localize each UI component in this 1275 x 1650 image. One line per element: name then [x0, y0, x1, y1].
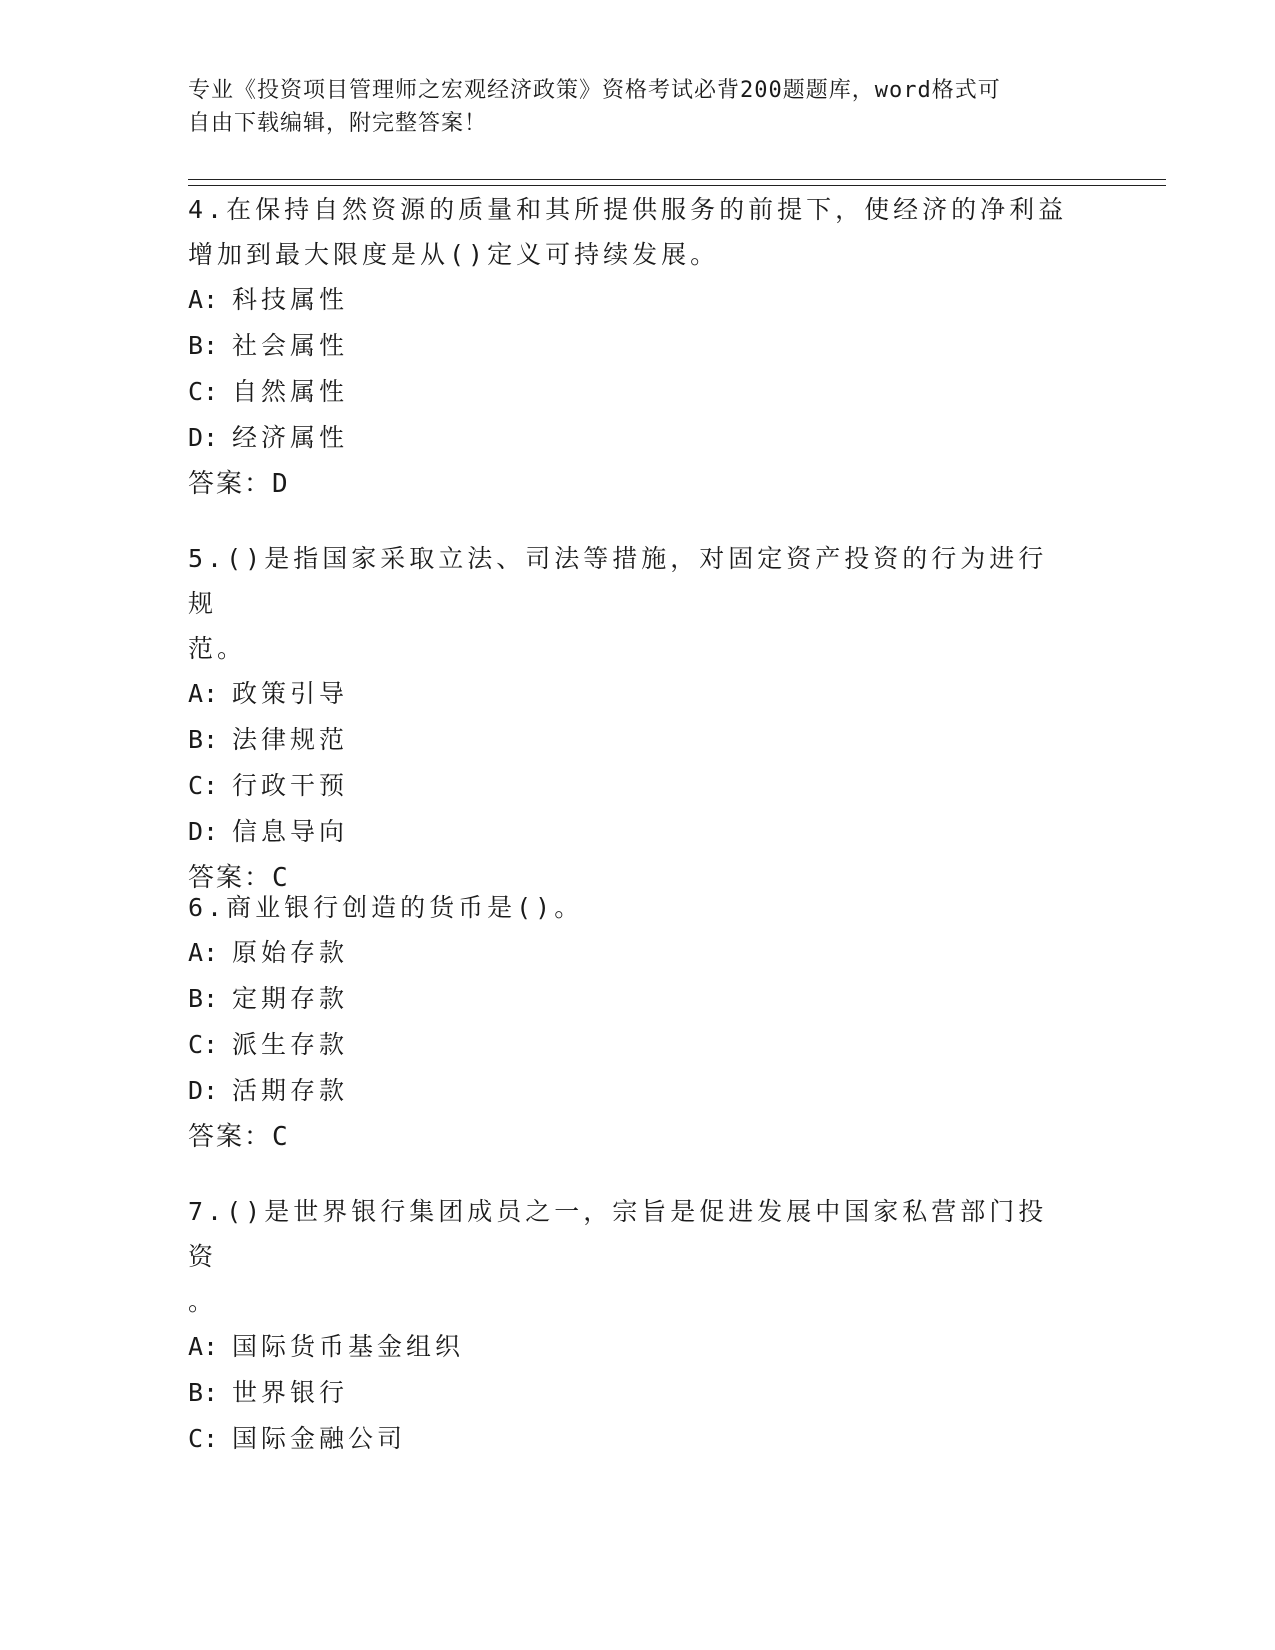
answer-label: 答案：	[188, 469, 273, 499]
header-divider-bottom	[188, 185, 1166, 186]
question-number: 4.	[188, 195, 227, 224]
question-4	[188, 187, 1068, 507]
question-5	[188, 536, 1068, 901]
question-stem-line-2: 。	[188, 1287, 218, 1316]
option-b	[188, 323, 1068, 369]
option-key: B:	[188, 984, 219, 1013]
option-text: 社会属性	[232, 331, 349, 360]
question-stem-line-2: 范。	[188, 634, 247, 663]
option-key: C:	[188, 377, 219, 406]
option-key: D:	[188, 423, 219, 452]
answer-value: C	[272, 863, 288, 893]
option-text: 经济属性	[232, 423, 349, 452]
option-key: B:	[188, 1378, 219, 1407]
question-stem	[188, 885, 1068, 930]
option-key: A:	[188, 1332, 219, 1361]
answer-line	[188, 1114, 1068, 1160]
answer-value: C	[272, 1122, 288, 1152]
option-key: C:	[188, 1424, 219, 1453]
option-text: 自然属性	[232, 377, 349, 406]
option-key: B:	[188, 331, 219, 360]
question-stem-line-1: ()是世界银行集团成员之一，宗旨是促进发展中国家私营部门投资	[188, 1197, 1048, 1271]
header-line-1: 专业《投资项目管理师之宏观经济政策》资格考试必背200题题库，word格式可	[188, 78, 1001, 103]
question-stem-line-1: 商业银行创造的货币是()。	[226, 893, 584, 922]
option-text: 国际金融公司	[232, 1424, 407, 1453]
question-number: 6.	[188, 893, 227, 922]
option-a	[188, 1324, 1068, 1370]
option-a	[188, 671, 1068, 717]
option-text: 世界银行	[232, 1378, 349, 1407]
answer-label: 答案：	[188, 1122, 273, 1152]
option-key: C:	[188, 1030, 219, 1059]
question-stem-line-2: 增加到最大限度是从()定义可持续发展。	[188, 240, 720, 269]
question-stem	[188, 536, 1068, 626]
answer-label: 答案：	[188, 863, 273, 893]
header-line-2: 自由下载编辑，附完整答案！	[188, 111, 488, 136]
option-key: A:	[188, 679, 219, 708]
answer-line	[188, 461, 1068, 507]
question-6	[188, 885, 1068, 1160]
option-a	[188, 277, 1068, 323]
option-c	[188, 763, 1068, 809]
option-text: 信息导向	[232, 817, 349, 846]
question-number: 7.	[188, 1197, 227, 1226]
option-d	[188, 1068, 1068, 1114]
option-text: 定期存款	[232, 984, 349, 1013]
option-text: 政策引导	[232, 679, 349, 708]
option-text: 行政干预	[232, 771, 349, 800]
option-d	[188, 809, 1068, 855]
option-text: 科技属性	[232, 285, 349, 314]
option-text: 法律规范	[232, 725, 349, 754]
option-text: 活期存款	[232, 1076, 349, 1105]
question-stem-line-1: 在保持自然资源的质量和其所提供服务的前提下，使经济的净利益	[226, 195, 1068, 224]
option-c	[188, 1022, 1068, 1068]
question-stem	[188, 187, 1068, 232]
option-key: B:	[188, 725, 219, 754]
option-c	[188, 369, 1068, 415]
option-key: D:	[188, 1076, 219, 1105]
option-key: D:	[188, 817, 219, 846]
question-number: 5.	[188, 544, 227, 573]
question-7	[188, 1189, 1068, 1462]
answer-value: D	[272, 469, 288, 499]
question-stem	[188, 1189, 1068, 1279]
option-b	[188, 1370, 1068, 1416]
option-c	[188, 1416, 1068, 1462]
document-header	[188, 74, 1078, 140]
option-b	[188, 976, 1068, 1022]
option-key: A:	[188, 285, 219, 314]
option-key: C:	[188, 771, 219, 800]
option-b	[188, 717, 1068, 763]
option-d	[188, 415, 1068, 461]
option-a	[188, 930, 1068, 976]
option-text: 国际货币基金组织	[232, 1332, 465, 1361]
option-text: 原始存款	[232, 938, 349, 967]
option-text: 派生存款	[232, 1030, 349, 1059]
header-divider-top	[188, 179, 1166, 180]
option-key: A:	[188, 938, 219, 967]
question-stem-line-1: ()是指国家采取立法、司法等措施，对固定资产投资的行为进行规	[188, 544, 1048, 618]
